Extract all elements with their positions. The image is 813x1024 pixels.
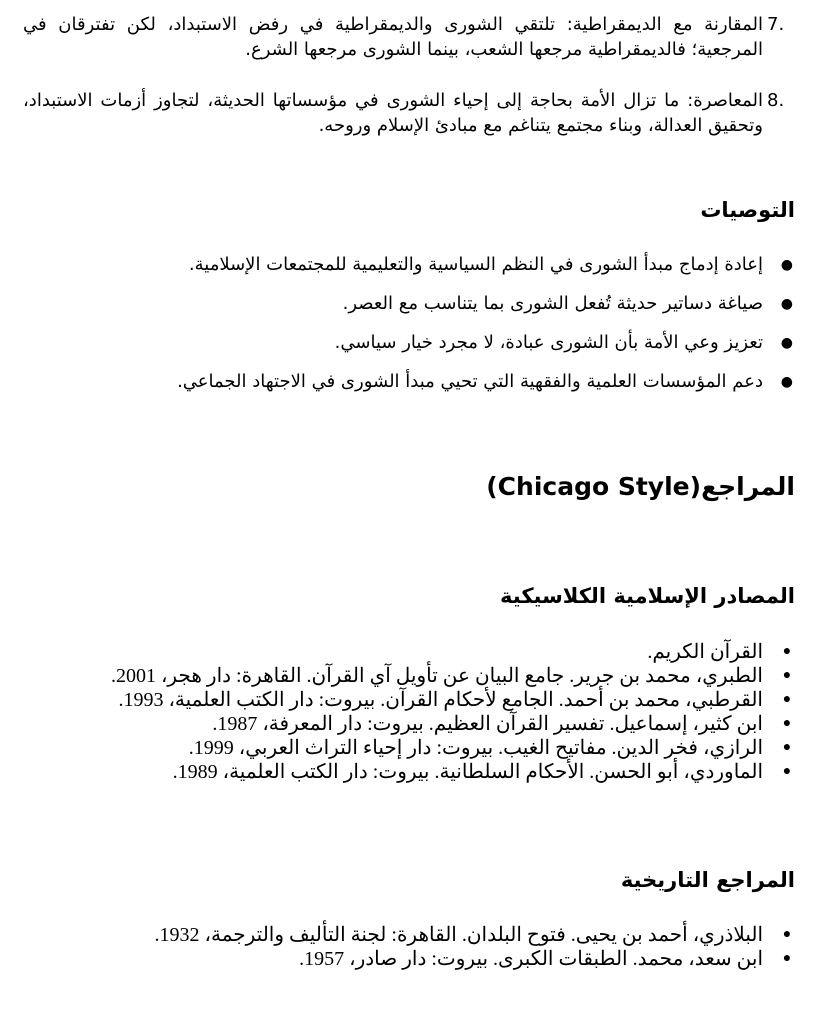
list-item [111,688,792,712]
list-item [111,760,792,784]
list-item [177,292,793,316]
bullet-icon: ● [782,716,792,731]
bullet-icon: ● [782,692,792,707]
item-text: المقارنة مع الديمقراطية: تلتقي الشورى والديمقراطية في رفض الاستبداد، لكن تفترقان في المرجعية؛ فالديمقراطية مرجعها الشعب، بينما الشورى مرجعها الشرع. [23,14,763,60]
list-item-text: القرآن الكريم. [647,641,763,663]
bullet-icon: ● [782,951,792,966]
bullet-icon: ● [780,335,793,351]
list-item [110,664,792,688]
list-item [155,947,792,971]
list-item [177,253,793,277]
numbered-item-8 [23,88,785,138]
bullet-icon: ● [782,740,792,755]
list-item-text: الرازي، فخر الدين. مفاتيح الغيب. بيروت: دار إحياء التراث العربي، 1999. [188,737,763,759]
bullet-icon: ● [782,764,792,779]
list-item [177,331,793,355]
classical-sources-list [110,640,792,784]
list-item-text: القرطبي، محمد بن أحمد. الجامع لأحكام القرآن. بيروت: دار الكتب العلمية، 1993. [118,689,763,711]
bullet-icon: ● [780,257,793,273]
recommendations-list [177,253,793,409]
list-item [111,736,792,760]
list-item-text: الماوردي، أبو الحسن. الأحكام السلطانية. بيروت: دار الكتب العلمية، 1989. [172,761,763,783]
item-number: 7. [767,14,785,35]
bullet-icon: ● [782,644,792,659]
list-item [111,640,792,664]
bullet-icon: ● [780,374,793,390]
historical-references-list [154,923,792,971]
bullet-icon: ● [782,668,792,683]
list-item-text: إعادة إدماج مبدأ الشورى في النظم السياسية والتعليمية للمجتمعات الإسلامية. [188,254,763,275]
list-item-text: دعم المؤسسات العلمية والفقهية التي تحيي مبدأ الشورى في الاجتهاد الجماعي. [177,371,763,392]
classical-sources-heading: المصادر الإسلامية الكلاسيكية [500,584,795,608]
item-text: المعاصرة: ما تزال الأمة بحاجة إلى إحياء الشورى في مؤسساتها الحديثة، لتجاوز أزمات الاستبداد، وتحقيق العدالة، وبناء مجتمع يتناغم مع مبادئ الإسلام وروحه. [23,90,763,136]
recommendations-heading: التوصيات [700,198,795,222]
list-item [177,370,793,394]
historical-references-heading: المراجع التاريخية [620,868,795,892]
item-number: 8. [767,90,785,111]
list-item-text: البلاذري، أحمد بن يحيى. فتوح البلدان. القاهرة: لجنة التأليف والترجمة، 1932. [154,924,763,946]
list-item-text: الطبري، محمد بن جرير. جامع البيان عن تأويل آي القرآن. القاهرة: دار هجر، 2001. [110,665,763,687]
list-item-text: ابن كثير، إسماعيل. تفسير القرآن العظيم. بيروت: دار المعرفة، 1987. [212,713,763,735]
list-item [154,923,792,947]
bullet-icon: ● [780,296,793,312]
list-item-text: تعزيز وعي الأمة بأن الشورى عبادة، لا مجرد خيار سياسي. [334,332,763,353]
references-heading: المراجع(Chicago Style) [486,472,795,501]
list-item [111,712,792,736]
list-item-text: ابن سعد، محمد. الطبقات الكبرى. بيروت: دار صادر، 1957. [299,948,763,970]
bullet-icon: ● [782,927,792,942]
list-item-text: صياغة دساتير حديثة تُفعل الشورى بما يتناسب مع العصر. [342,293,763,314]
numbered-item-7 [23,12,785,62]
